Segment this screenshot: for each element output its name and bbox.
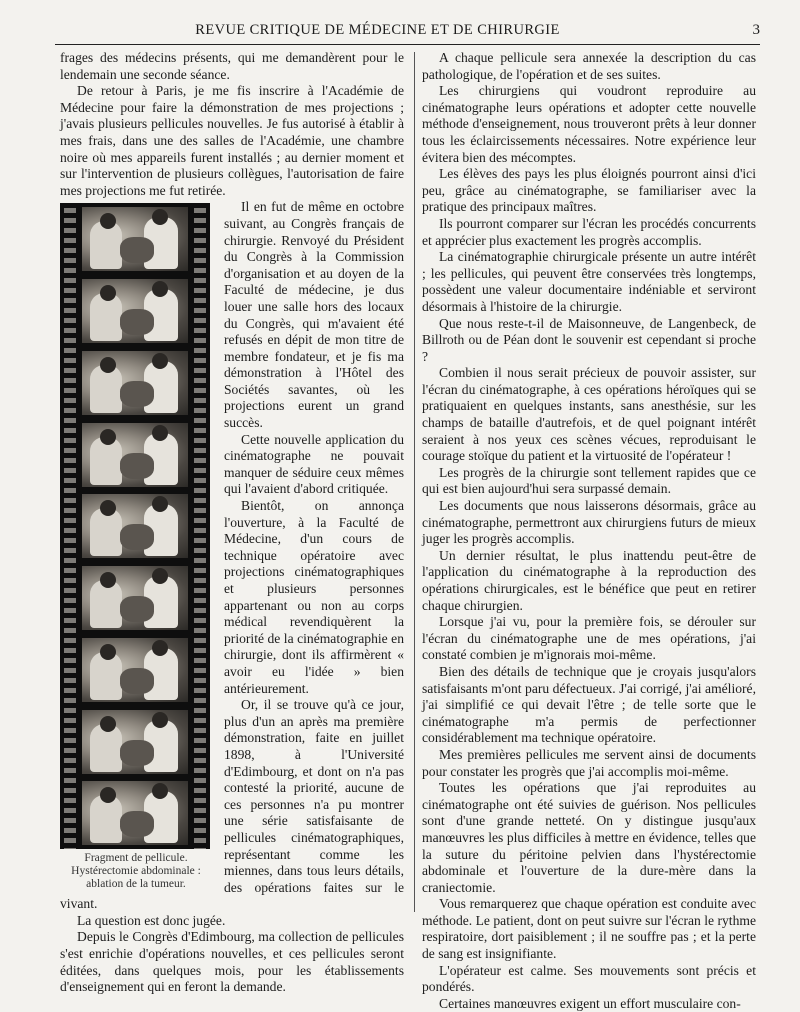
header-rule — [55, 44, 760, 45]
film-frame — [82, 638, 188, 702]
patient-figure — [120, 740, 154, 766]
right-column — [422, 50, 756, 1012]
paragraph: Toutes les opérations que j'ai reproduites au cinématographe ont été suivies de guérison. Nos pellicules sont d'une grande netteté. On y distingue jusqu'aux manœuvres les plus difficiles à mettre en évidence, telles que la suture du péritoine pelvien dans l'hystérectomie abdominale et l'ouverture de la dure-mère dans la craniectomie. — [422, 780, 756, 895]
paragraph: Depuis le Congrès d'Edimbourg, ma collection de pellicules s'est enrichie d'opérations nouvelles, et ces pellicules seront éditées, dans quelques mois, pour les établissements d'enseignement qui en feront la demande. — [60, 929, 404, 995]
paragraph: La question est donc jugée. — [77, 912, 226, 928]
caption-line: Hystérectomie abdominale : — [71, 865, 201, 878]
figure-caption — [60, 852, 212, 891]
film-frame — [82, 566, 188, 630]
column-rule — [414, 52, 415, 912]
left-column — [60, 50, 404, 996]
paragraph: Mes premières pellicules me servent ainsi de documents pour constater les progrès que j'ai accomplis moi-même. — [422, 746, 756, 779]
patient-figure — [120, 596, 154, 622]
surgeon-figure — [100, 357, 116, 373]
film-frame — [82, 207, 188, 271]
surgeon-figure — [152, 425, 168, 441]
surgeon-figure — [100, 429, 116, 445]
film-frame — [82, 494, 188, 558]
film-frame — [82, 423, 188, 487]
film-frame — [82, 351, 188, 415]
paragraph — [60, 83, 404, 199]
paragraph: Bientôt, on annonça l'ouverture, à la Faculté de Médecine, d'un cours de technique opératoire avec projections cinématographiques et plusieurs personnes appartenant ou non au corps médical revendiquèrent la priorité de la cinématographie en chirurgie, dont ils affirmèrent « avoir eu l'idée » bien antérieurement. — [224, 498, 404, 696]
patient-figure — [120, 309, 154, 335]
paragraph: Les chirurgiens qui voudront reproduire au cinématographe leurs opérations et adopter cette nouvelle méthode d'enseignement, nous trouveront prêts à leur donner tous les éclaircissements nécessaires. Notre expérience leur évitera bien des mécomptes. — [422, 83, 756, 165]
paragraph: Certaines manœuvres exigent un effort musculaire con- — [439, 995, 741, 1011]
paragraph: Il en fut de même en octobre suivant, au Congrès français de chirurgie. Renvoyé du Président du Congrès à la Commission d'organisation et au doyen de la Faculté de médecine, je dus louer une salle hors des locaux du Congrès, qui m'avaient été refusés en dépit de mon titre de membre fondateur, et je fis ma démonstration à l'Hôtel des Sociétés savantes, où les projections eurent un grand succès. — [224, 199, 404, 431]
patient-figure — [120, 811, 154, 837]
film-frame — [82, 710, 188, 774]
patient-figure — [120, 237, 154, 263]
film-perforations-right — [194, 203, 206, 849]
film-frame — [82, 279, 188, 343]
patient-figure — [120, 668, 154, 694]
patient-figure — [120, 453, 154, 479]
running-title: REVUE CRITIQUE DE MÉDECINE ET DE CHIRURGIE — [195, 22, 560, 38]
surgeon-figure — [100, 644, 116, 660]
paragraph: Bien des détails de technique que je croyais jusqu'alors satisfaisants m'ont paru défectueux. J'ai corrigé, j'ai amélioré, j'ai simplifié ce qui devait l'être ; de telle sorte que le cinématographe m'a permis de perfectionner considérablement ma technique opératoire. — [422, 663, 756, 746]
paragraph: L'opérateur est calme. Ses mouvements sont précis et pondérés. — [422, 962, 756, 995]
paragraph: Les progrès de la chirurgie sont tellement rapides que ce qui est bien aujourd'hui sera surpassé demain. — [422, 464, 756, 497]
paragraph: Les documents que nous laisserons désormais, grâce au cinématographe, permettront aux chirurgiens futurs de mieux juger les progrès accomplis. — [422, 498, 756, 547]
patient-figure — [120, 524, 154, 550]
paragraph: La cinématographie chirurgicale présente un autre intérêt ; les pellicules, qui peuvent être conservées très longtemps, possèdent une valeur documentaire indéniable et serviront désormais à l'histoire de la chirurgie. — [422, 249, 756, 314]
paragraph: Or, il se trouve qu'à ce jour, plus d'un an après ma première démonstration, faite en juillet 1898, à l'Université d'Edimbourg, et dont on n'a pas contesté la priorité, aucune de ces personnes n'a pu montrer une série satisfaisante de pellicules cinématographiques, représentant comme les miennes, dans tous leurs détails, des opérations faites sur le vivant. — [60, 697, 404, 912]
paragraph: Que nous reste-t-il de Maisonneuve, de Langenbeck, de Billroth ou de Péan dont le souvenir est cependant si proche ? — [422, 315, 756, 364]
caption-line: Fragment de pellicule. — [84, 852, 188, 865]
paragraph: Combien il nous serait précieux de pouvoir assister, sur l'écran du cinématographe, à ces opérations héroïques qui se pratiquaient en quelques instants, sans anesthésie, sur les champs de bataille d'autrefois, et de quel poignant intérêt seraient à nos yeux ces scènes vécues, reproduisant le courage stoïque du patient et la virtuosité de l'opérateur ! — [422, 365, 756, 464]
patient-figure — [120, 381, 154, 407]
surgeon-figure — [152, 568, 168, 584]
paragraph: Les élèves des pays les plus éloignés pourront ainsi d'ici peu, grâce au cinématographe, se familiariser avec la pratique des principaux maîtres. — [422, 166, 756, 215]
surgeon-figure — [152, 281, 168, 297]
page-number: 3 — [752, 22, 760, 38]
paragraph: Ils pourront comparer sur l'écran les procédés concurrents et apprécier plus exactement les progrès accomplis. — [422, 215, 756, 248]
surgeon-figure — [152, 712, 168, 728]
film-figure — [60, 203, 212, 891]
paragraph: Lorsque j'ai vu, pour la première fois, se dérouler sur l'écran du cinématographe une de mes opérations, j'ai constaté combien je m'ignorais moi-même. — [422, 614, 756, 663]
paragraph-text: De retour à Paris, je me fis inscrire à l'Académie de Médecine pour faire la démonstration de mes projections ; j'avais plusieurs pellicules nouvelles. Je fus autorisé à établir à mes frais, dans une des salles de l'Académie, une chambre noire où mes appareils furent installés ; au dernier moment et sur l'intervention de plusieurs collègues, l'autorisation de faire mes projections me fut retirée. — [60, 83, 404, 198]
paragraph: Cette nouvelle application du cinématographe ne pouvait manquer de séduire ceux mêmes qui l'avaient d'abord critiquée. — [224, 431, 404, 497]
surgeon-figure — [100, 572, 116, 588]
paragraph: Vous remarquerez que chaque opération est conduite avec méthode. Le patient, dont on peut suivre sur l'écran le rythme respiratoire, dort paisiblement ; il ne souffre pas ; et la perte de sang est insignifiante. — [422, 896, 756, 962]
surgeon-figure — [100, 716, 116, 732]
film-frame — [82, 781, 188, 845]
paragraph: frages des médecins présents, qui me demandèrent pour le lendemain une seconde séance. — [60, 50, 404, 82]
surgeon-figure — [152, 353, 168, 369]
paragraph: Un dernier résultat, le plus inattendu peut-être de l'application du cinématographe à la reproduction des opérations chirurgicales, est le bénéfice que peut en retirer chaque chirurgien. — [422, 547, 756, 613]
film-strip-image — [60, 203, 210, 849]
paragraph: A chaque pellicule sera annexée la description du cas pathologique, de l'opération et de ses suites. — [422, 50, 756, 82]
running-head — [55, 22, 760, 42]
film-perforations-left — [64, 203, 76, 849]
caption-line: ablation de la tumeur. — [86, 878, 186, 891]
surgeon-figure — [152, 640, 168, 656]
surgeon-figure — [100, 285, 116, 301]
